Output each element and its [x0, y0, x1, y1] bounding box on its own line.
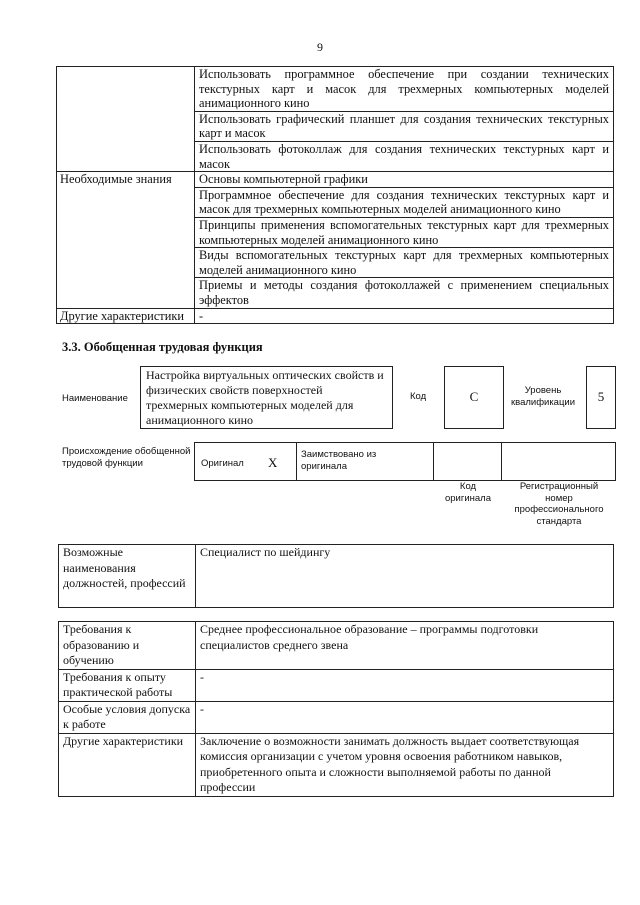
reg-caption: Регистрационный номер профессионального стандарта [514, 481, 604, 527]
origin-divider [296, 443, 297, 480]
code-value: C [469, 389, 479, 404]
code-caption: Код оригинала [444, 481, 491, 504]
original-mark: X [268, 455, 278, 470]
code-box [444, 366, 504, 429]
table-value-cell: Виды вспомогательных текстурных карт для трехмерных компьютерных моделей анимационного кино [195, 248, 614, 278]
origin-label: Происхождение обобщенной трудовой функции [62, 446, 191, 469]
table-value-cell: Заключение о возможности занимать должность выдает соответствующая комиссия организации с учетом уровня освоения работником навыков, приобретенного опыта и сложности выполняемой работы по данной профессии [196, 733, 614, 796]
table-value-cell: Использовать фотоколлаж для создания технических текстурных карт и масок [195, 141, 614, 171]
table-row [59, 733, 614, 796]
table-value-cell: Использовать графический планшет для создания технических текстурных карт и масок [195, 111, 614, 141]
origin-box [194, 442, 616, 481]
table-label-cell: Необходимые знания [57, 172, 195, 308]
table-label-cell: Требования к образованию и обучению [59, 622, 196, 670]
table-value-cell: Среднее профессиональное образование – программы подготовки специалистов среднего звена [196, 622, 614, 670]
table-value-cell: Программное обеспечение для создания технических текстурных карт и масок для трехмерных компьютерных моделей анимационного кино [195, 187, 614, 217]
requirements-table [58, 621, 614, 797]
table-row [59, 622, 614, 670]
table-row [59, 701, 614, 733]
section-heading: 3.3. Обобщенная трудовая функция [62, 340, 263, 354]
table-value-cell: Основы компьютерной графики [195, 172, 614, 188]
level-label: Уровень квалификации [510, 385, 576, 408]
table-value-cell: - [196, 701, 614, 733]
level-box [586, 366, 616, 429]
table-label-cell: Другие характеристики [57, 308, 195, 324]
origin-divider [501, 443, 502, 480]
borrowed-label: Заимствовано из оригинала [301, 449, 377, 472]
knowledge-skills-table [56, 66, 614, 324]
table-value-cell: Приемы и методы создания фотоколлажей с применением специальных эффектов [195, 278, 614, 308]
table-row [57, 308, 614, 324]
name-label: Наименование [62, 393, 128, 404]
code-label: Код [410, 391, 427, 402]
table-label-cell [57, 67, 195, 172]
table-value-cell: - [195, 308, 614, 324]
table-label-cell: Возможные наименования должностей, профессий [59, 545, 196, 608]
table-row [59, 669, 614, 701]
table-value-cell: Принципы применения вспомогательных текстурных карт для трехмерных компьютерных моделей анимационного кино [195, 217, 614, 247]
table-label-cell: Другие характеристики [59, 733, 196, 796]
table-value-cell: Использовать программное обеспечение при создании технических текстурных карт и масок для трехмерных компьютерных моделей анимационного кино [195, 67, 614, 112]
table-row [57, 172, 614, 188]
name-box [140, 366, 393, 429]
page-number: 9 [317, 40, 323, 54]
table-value-cell: - [196, 669, 614, 701]
table-row [59, 545, 614, 608]
name-value: Настройка виртуальных оптических свойств и физических свойств поверхностей трехмерных компьютерных моделей для анимационного кино [146, 368, 384, 427]
original-label: Оригинал [201, 458, 244, 469]
table-value-cell: Специалист по шейдингу [196, 545, 614, 608]
table-label-cell: Особые условия допуска к работе [59, 701, 196, 733]
table-label-cell: Требования к опыту практической работы [59, 669, 196, 701]
positions-table [58, 544, 614, 608]
level-value: 5 [597, 389, 605, 404]
table-row [57, 67, 614, 112]
origin-divider [433, 443, 434, 480]
